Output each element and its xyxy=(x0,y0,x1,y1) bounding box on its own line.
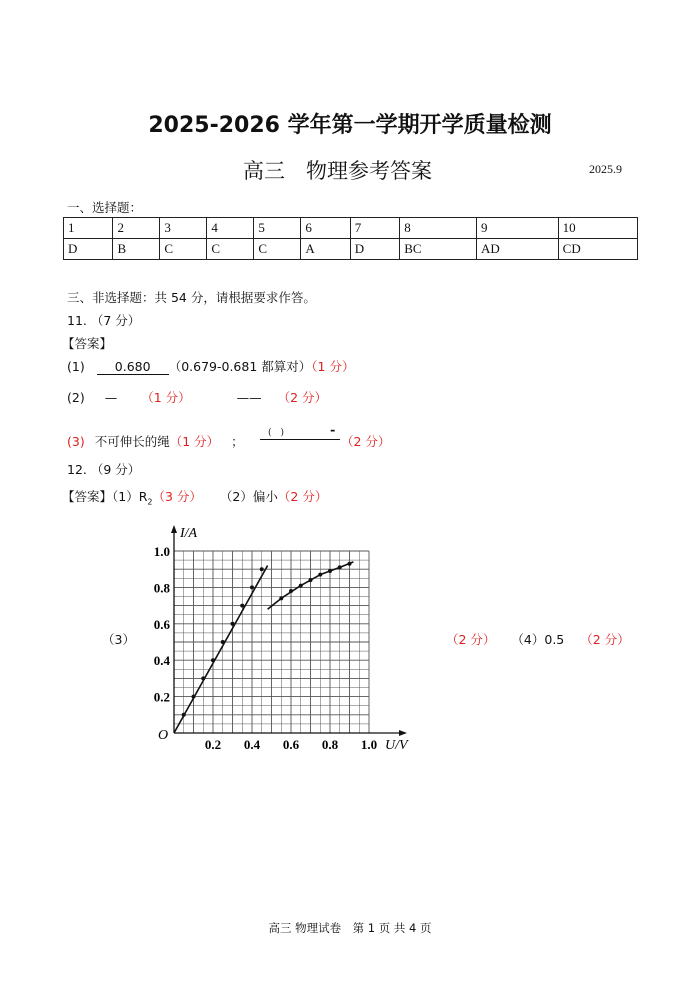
q12-p3-p4-line xyxy=(446,630,630,648)
data-point xyxy=(279,596,283,600)
origin-label: O xyxy=(158,728,169,743)
q11-p2-score1: （1 分） xyxy=(141,390,191,405)
q11-p2-dash2: —— xyxy=(236,390,262,405)
section-nonchoice-heading: 三、非选择题：共 54 分，请根据要求作答。 xyxy=(67,290,316,305)
question-number-cell: 9 xyxy=(476,218,558,239)
q11-number: 11. （7 分） xyxy=(67,313,141,328)
data-point xyxy=(231,622,235,626)
q11-p2-num: (2) xyxy=(67,390,85,405)
q11-part1 xyxy=(67,357,354,375)
y-tick-label: 0.2 xyxy=(153,689,170,705)
answer-cell: C xyxy=(207,239,254,260)
q11-p3-text: 不可伸长的绳 xyxy=(94,434,170,449)
question-number-cell: 5 xyxy=(254,218,301,239)
question-number-cell: 8 xyxy=(400,218,477,239)
q12-number: 12. （9 分） xyxy=(67,462,141,477)
data-point xyxy=(318,573,322,577)
q12-p2-score: （2 分） xyxy=(277,489,328,504)
answer-cell: D xyxy=(64,239,113,260)
q12-p2-value: 偏小 xyxy=(252,489,278,504)
q11-p2-score2: （2 分） xyxy=(277,390,328,405)
answer-cell: A xyxy=(301,239,350,260)
q11-p3-minus: - xyxy=(330,423,336,438)
q12-p3-score: （2 分） xyxy=(446,632,496,647)
page-title: 2025-2026 学年第一学期开学质量检测 xyxy=(148,113,552,138)
q11-p1-score: （1 分） xyxy=(311,359,355,374)
q11-p2-dash1: — xyxy=(104,390,118,405)
q12-answer-label: 【答案】 xyxy=(62,489,113,504)
data-point xyxy=(299,584,303,588)
question-number-cell: 4 xyxy=(207,218,254,239)
data-point xyxy=(309,578,313,582)
y-tick-label: 0.6 xyxy=(153,616,170,632)
x-axis-arrow xyxy=(399,730,407,736)
q11-p1-value: 0.680 xyxy=(97,359,169,375)
q12-p1-subscript: 2 xyxy=(147,497,153,507)
x-tick-label: 0.4 xyxy=(243,737,261,752)
y-tick-label: 1.0 xyxy=(153,544,170,559)
q11-part2 xyxy=(67,388,327,406)
q11-answer-label: 【答案】 xyxy=(62,336,113,351)
answer-cell: BC xyxy=(400,239,477,260)
table-row-numbers xyxy=(64,218,638,239)
q11-p3-score1: （1 分） xyxy=(169,434,220,449)
question-number-cell: 2 xyxy=(113,218,160,239)
q12-p1-score: （3 分） xyxy=(152,489,202,504)
y-axis-arrow xyxy=(171,525,177,533)
q11-p1-num: (1) xyxy=(67,359,85,374)
x-tick-label: 1.0 xyxy=(360,737,378,752)
data-point xyxy=(260,567,264,571)
page-footer: 高三 物理试卷 第 1 页 共 4 页 xyxy=(268,921,432,935)
y-tick-label: 0.4 xyxy=(153,653,170,669)
x-tick-label: 0.6 xyxy=(282,737,300,752)
answer-cell: CD xyxy=(558,239,637,260)
data-point xyxy=(240,604,244,608)
question-number-cell: 6 xyxy=(301,218,350,239)
choice-answer-table xyxy=(63,217,638,260)
q11-p3-separator: ； xyxy=(231,434,244,449)
data-point xyxy=(328,569,332,573)
q12-p3-num: （3） xyxy=(102,632,135,647)
q12-p1-num: （1） xyxy=(112,489,139,504)
q11-p1-note: （0.679-0.681 都算对） xyxy=(168,359,312,374)
q11-p3-fraction-bar xyxy=(260,439,340,440)
question-number-cell: 3 xyxy=(160,218,207,239)
q12-p4-value: 0.5 xyxy=(544,632,565,647)
x-axis-label: U/V xyxy=(385,738,408,753)
q11-p3-score2: （2 分） xyxy=(341,434,391,449)
answer-cell: C xyxy=(160,239,207,260)
q11-p3-fraction-top: ( ) xyxy=(268,428,285,438)
data-point xyxy=(182,713,186,717)
q12-p4-score: （2 分） xyxy=(580,632,630,647)
x-tick-label: 0.2 xyxy=(204,737,222,752)
data-point xyxy=(250,585,254,589)
data-point xyxy=(348,562,352,566)
answer-cell: C xyxy=(254,239,301,260)
exam-date: 2025.9 xyxy=(589,162,622,176)
q12-p1-value: R xyxy=(138,489,148,504)
chart-grid xyxy=(174,551,369,733)
iu-characteristic-chart xyxy=(140,520,430,765)
y-tick-label: 0.8 xyxy=(153,580,170,596)
data-point xyxy=(192,695,196,699)
q12-answer-line xyxy=(62,487,327,507)
fit-line-linear xyxy=(174,566,268,733)
answer-cell: B xyxy=(113,239,160,260)
q12-p2-num: （2） xyxy=(219,489,253,504)
data-point xyxy=(221,640,225,644)
section-choice-heading: 一、选择题： xyxy=(67,200,143,215)
x-tick-label: 0.8 xyxy=(321,737,339,752)
page-subtitle: 高三 物理参考答案 xyxy=(243,159,432,183)
question-number-cell: 7 xyxy=(350,218,399,239)
answer-cell: D xyxy=(350,239,399,260)
chart-axes xyxy=(171,525,407,736)
question-number-cell: 1 xyxy=(64,218,113,239)
data-point xyxy=(338,565,342,569)
table-row-answers xyxy=(64,239,638,260)
data-point xyxy=(289,589,293,593)
q11-p3-num: (3) xyxy=(67,434,85,449)
data-point xyxy=(211,658,215,662)
q11-part3 xyxy=(67,432,244,450)
y-axis-label: I/A xyxy=(180,526,198,541)
chart-data-points xyxy=(182,562,352,717)
question-number-cell: 10 xyxy=(558,218,637,239)
data-point xyxy=(201,676,205,680)
q12-p4-num: （4） xyxy=(511,632,545,647)
chart-tick-labels xyxy=(154,544,377,752)
answer-cell: AD xyxy=(476,239,558,260)
